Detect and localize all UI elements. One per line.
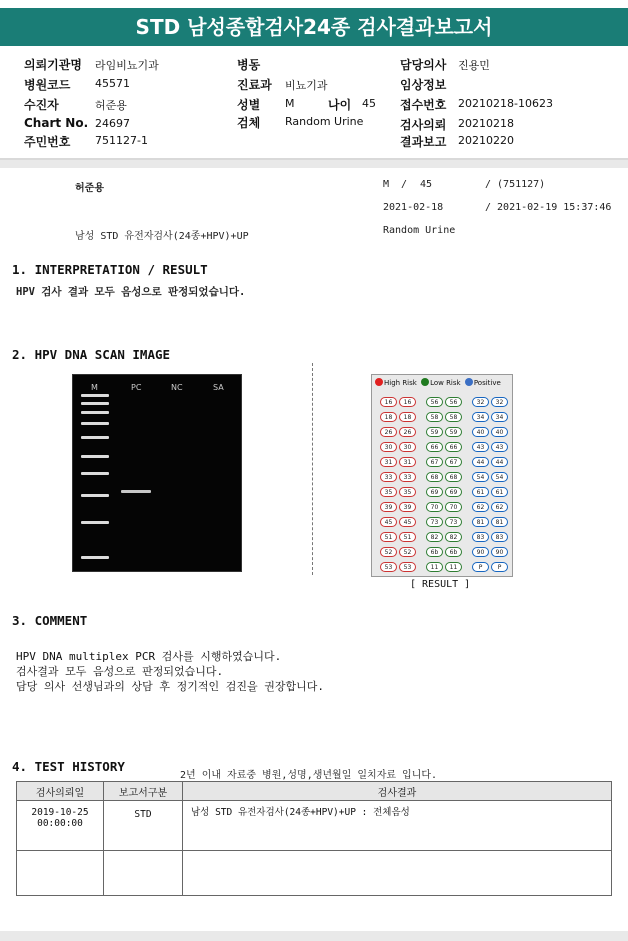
chip-cell: 35 [380,487,397,497]
summary-specimen: Random Urine [383,225,456,236]
ladder-band [81,472,109,475]
chip-cell: 44 [472,457,489,467]
value-receipt-no: 20210218-10623 [458,97,553,110]
value-specimen: Random Urine [285,115,364,128]
comment-line-3: 담당 의사 선생님과의 상담 후 정기적인 검진을 권장합니다. [16,680,325,693]
label-doctor: 담당의사 [400,58,447,72]
chip-cell: 11 [426,562,443,572]
chip-cell: 16 [380,397,397,407]
chip-cell: 11 [445,562,462,572]
value-report-date: 20210220 [458,134,514,147]
summary-request-date: 2021-02-18 [383,202,444,213]
ladder-band [81,402,109,405]
chip-cell: 70 [426,502,443,512]
chip-cell: 51 [380,532,397,542]
chip-cell: 82 [445,532,462,542]
chip-cell: P [491,562,508,572]
history-empty-cell [104,851,183,896]
chip-cell: 34 [472,412,489,422]
label-request-date: 검사의뢰 [400,118,447,132]
gel-lane-sa: SA [213,383,224,392]
chip-cell: 58 [445,412,462,422]
chip-cell: 59 [445,427,462,437]
chip-cell: 73 [426,517,443,527]
chip-cell: 26 [380,427,397,437]
chip-cell: 18 [399,412,416,422]
chip-cell: 52 [399,547,416,557]
chip-cell: 32 [491,397,508,407]
history-header-result: 검사결과 [183,782,612,801]
legend-low-risk: Low Risk [430,379,461,387]
chip-cell: 40 [472,427,489,437]
value-sex: M [285,97,295,110]
label-department: 진료과 [237,78,272,92]
chip-cell: 81 [472,517,489,527]
chip-cell: 33 [399,472,416,482]
report-title: STD 남성종합검사24종 검사결과보고서 [0,8,628,46]
summary-age: 45 [420,179,433,190]
history-header-date: 검사의뢰일 [17,782,104,801]
ladder-band [81,455,109,458]
summary-test-name: 남성 STD 유전자검사(24종+HPV)+UP [75,231,249,242]
high-risk-dot-icon [375,378,383,386]
low-risk-dot-icon [421,378,429,386]
table-row [17,851,612,896]
chip-cell: 33 [380,472,397,482]
label-clinical-info: 임상정보 [400,78,447,92]
chip-cell: 69 [426,487,443,497]
value-institution: 라임비뇨기과 [95,59,159,72]
value-age: 45 [362,97,376,110]
summary-slash: / [401,179,408,190]
value-doctor: 진용민 [458,59,490,72]
chip-cell: P [472,562,489,572]
value-resident-no: 751127-1 [95,134,148,147]
label-report-date: 결과보고 [400,135,447,149]
footer-band [0,931,628,941]
chip-cell: 18 [380,412,397,422]
history-type: STD [104,801,183,851]
chip-cell: 81 [491,517,508,527]
comment-line-2: 검사결과 모두 음성으로 판정되었습니다. [16,665,224,678]
chip-cell: 30 [399,442,416,452]
label-sex: 성별 [237,98,261,112]
chip-cell: 61 [491,487,508,497]
chip-legend [375,378,501,387]
chip-cell: 53 [399,562,416,572]
ladder-band [81,411,109,414]
label-institution: 의뢰기관명 [24,58,82,72]
chip-cell: 56 [426,397,443,407]
summary-sex: M [383,179,390,190]
chip-cell: 56 [445,397,462,407]
chip-cell: 51 [399,532,416,542]
chip-cell: 30 [380,442,397,452]
chip-cell: 61 [472,487,489,497]
chip-cell: 62 [472,502,489,512]
chip-cell: 58 [426,412,443,422]
positive-dot-icon [465,378,473,386]
history-date: 2019-10-25 [31,807,89,818]
chip-cell: 31 [380,457,397,467]
chip-cell: 45 [380,517,397,527]
chip-cell: 83 [472,532,489,542]
ladder-band [81,521,109,524]
gel-lane-pc: PC [131,383,142,392]
patient-info-box [0,48,628,160]
summary-report-datetime: / 2021-02-19 15:37:46 [485,202,612,213]
value-patient: 허준용 [95,99,127,112]
chip-cell: 70 [445,502,462,512]
label-chart-no: Chart No. [24,116,89,130]
label-receipt-no: 접수번호 [400,98,447,112]
legend-high-risk: High Risk [384,379,417,387]
ladder-band [81,422,109,425]
history-table [16,781,612,896]
chip-cell: 40 [491,427,508,437]
history-time: 00:00:00 [37,818,83,829]
chip-cell: 45 [399,517,416,527]
ladder-band [81,436,109,439]
chip-cell: 6b [426,547,443,557]
chip-cell: 66 [445,442,462,452]
comment-line-1: HPV DNA multiplex PCR 검사를 시행하였습니다. [16,650,282,663]
chip-cell: 6b [445,547,462,557]
chip-cell: 31 [399,457,416,467]
legend-positive: Positive [473,379,501,387]
value-chart-no: 24697 [95,117,130,130]
gel-lane-nc: NC [171,383,183,392]
history-note: 2년 이내 자료중 병원,성명,생년월일 일치자료 입니다. [180,770,438,781]
table-row [17,801,612,851]
chip-cell: 53 [380,562,397,572]
history-empty-cell [17,851,104,896]
summary-id: / (751127) [485,179,546,190]
ladder-band [81,394,109,397]
gel-lane-m: M [91,383,98,392]
history-result: 남성 STD 유전자검사(24종+HPV)+UP : 전체음성 [183,801,612,851]
chip-cell: 73 [445,517,462,527]
label-patient: 수진자 [24,98,59,112]
value-hospital-code: 45571 [95,77,130,90]
ladder-band [81,556,109,559]
chip-cell: 68 [445,472,462,482]
chip-cell: 32 [472,397,489,407]
chip-cell: 68 [426,472,443,482]
gel-electrophoresis-image [72,374,242,572]
chip-cell: 62 [491,502,508,512]
label-resident-no: 주민번호 [24,135,71,149]
hpv-chip-image [371,374,513,577]
value-department: 비뇨기과 [285,79,328,92]
chip-cell: 52 [380,547,397,557]
divider-dashed [312,363,313,575]
label-specimen: 검체 [237,116,261,130]
chip-cell: 67 [445,457,462,467]
chip-cell: 67 [426,457,443,467]
section-history-heading: 4. TEST HISTORY [12,759,125,774]
history-header-type: 보고서구분 [104,782,183,801]
history-empty-cell [183,851,612,896]
label-ward: 병동 [237,58,261,72]
value-request-date: 20210218 [458,117,514,130]
chip-cell: 59 [426,427,443,437]
chip-cell: 54 [472,472,489,482]
chip-cell: 54 [491,472,508,482]
label-hospital-code: 병원코드 [24,78,71,92]
history-date-cell [17,801,104,851]
chip-cell: 35 [399,487,416,497]
chip-cell: 39 [399,502,416,512]
chip-cell: 82 [426,532,443,542]
ladder-band [81,494,109,497]
section-interpretation-heading: 1. INTERPRETATION / RESULT [12,262,208,277]
divider-band [0,160,628,168]
chip-cell: 90 [491,547,508,557]
pc-band [121,490,151,493]
chip-cell: 43 [491,442,508,452]
chip-cell: 66 [426,442,443,452]
chip-cell: 43 [472,442,489,452]
chip-result-caption: [ RESULT ] [410,579,471,590]
summary-name: 허준용 [75,183,104,194]
chip-cell: 39 [380,502,397,512]
interpretation-text: HPV 검사 결과 모두 음성으로 판정되었습니다. [16,286,246,298]
section-scan-image-heading: 2. HPV DNA SCAN IMAGE [12,347,171,362]
chip-cell: 16 [399,397,416,407]
chip-cell: 34 [491,412,508,422]
label-age: 나이 [328,98,352,112]
section-comment-heading: 3. COMMENT [12,613,88,628]
chip-cell: 69 [445,487,462,497]
chip-cell: 90 [472,547,489,557]
chip-cell: 83 [491,532,508,542]
chip-cell: 26 [399,427,416,437]
chip-cell: 44 [491,457,508,467]
